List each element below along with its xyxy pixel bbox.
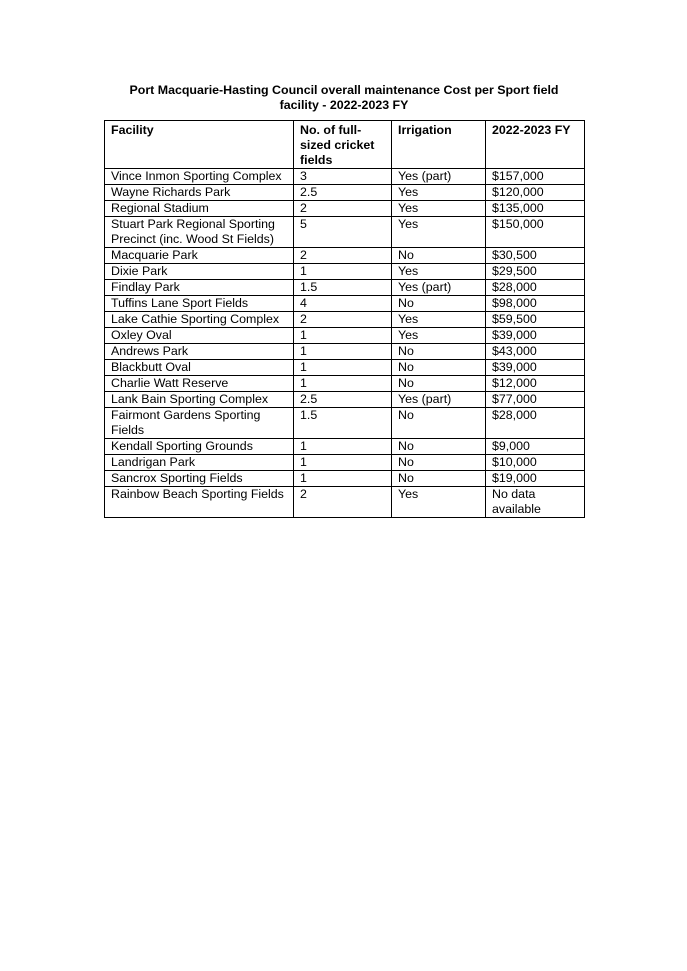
cricket-fields-cell: 4 <box>294 296 392 312</box>
cost-cell: $157,000 <box>486 169 585 185</box>
cost-cell: No data available <box>486 487 585 518</box>
document-title-line-1: Port Macquarie-Hasting Council overall maintenance Cost per Sport field <box>129 83 559 97</box>
facility-cell: Charlie Watt Reserve <box>105 376 294 392</box>
cricket-fields-cell: 2 <box>294 312 392 328</box>
facility-cell: Lank Bain Sporting Complex <box>105 392 294 408</box>
cricket-fields-cell: 5 <box>294 217 392 248</box>
cost-cell: $135,000 <box>486 201 585 217</box>
header-irrigation: Irrigation <box>392 121 486 169</box>
cost-cell: $120,000 <box>486 185 585 201</box>
table-row <box>105 439 585 455</box>
cricket-fields-cell: 1 <box>294 328 392 344</box>
irrigation-cell: No <box>392 296 486 312</box>
table-header-row <box>105 121 585 169</box>
cost-cell: $77,000 <box>486 392 585 408</box>
facility-cell: Findlay Park <box>105 280 294 296</box>
cricket-fields-cell: 1 <box>294 471 392 487</box>
irrigation-cell: Yes <box>392 217 486 248</box>
irrigation-cell: Yes (part) <box>392 280 486 296</box>
table-row <box>105 201 585 217</box>
table-row <box>105 296 585 312</box>
irrigation-cell: No <box>392 471 486 487</box>
maintenance-cost-table <box>104 120 585 518</box>
irrigation-cell: Yes <box>392 264 486 280</box>
facility-cell: Regional Stadium <box>105 201 294 217</box>
table-row <box>105 455 585 471</box>
table-row <box>105 376 585 392</box>
irrigation-cell: Yes (part) <box>392 169 486 185</box>
facility-cell: Lake Cathie Sporting Complex <box>105 312 294 328</box>
facility-cell: Landrigan Park <box>105 455 294 471</box>
header-cricket-fields: No. of full-sized cricket fields <box>294 121 392 169</box>
table-row <box>105 392 585 408</box>
facility-cell: Andrews Park <box>105 344 294 360</box>
table-row <box>105 312 585 328</box>
facility-cell: Macquarie Park <box>105 248 294 264</box>
table-row <box>105 408 585 439</box>
cost-cell: $12,000 <box>486 376 585 392</box>
cricket-fields-cell: 1.5 <box>294 280 392 296</box>
facility-cell: Sancrox Sporting Fields <box>105 471 294 487</box>
cost-cell: $28,000 <box>486 280 585 296</box>
table-row <box>105 360 585 376</box>
cost-cell: $150,000 <box>486 217 585 248</box>
table-row <box>105 344 585 360</box>
facility-cell: Stuart Park Regional Sporting Precinct (inc. Wood St Fields) <box>105 217 294 248</box>
table-row <box>105 248 585 264</box>
facility-cell: Fairmont Gardens Sporting Fields <box>105 408 294 439</box>
cost-cell: $30,500 <box>486 248 585 264</box>
irrigation-cell: Yes <box>392 487 486 518</box>
table-row <box>105 264 585 280</box>
facility-cell: Wayne Richards Park <box>105 185 294 201</box>
facility-cell: Oxley Oval <box>105 328 294 344</box>
irrigation-cell: Yes <box>392 312 486 328</box>
cost-cell: $59,500 <box>486 312 585 328</box>
document-title <box>104 83 584 113</box>
table-row <box>105 217 585 248</box>
cost-cell: $9,000 <box>486 439 585 455</box>
cost-cell: $43,000 <box>486 344 585 360</box>
cost-cell: $39,000 <box>486 328 585 344</box>
cricket-fields-cell: 1 <box>294 439 392 455</box>
facility-cell: Tuffins Lane Sport Fields <box>105 296 294 312</box>
cricket-fields-cell: 1 <box>294 344 392 360</box>
irrigation-cell: No <box>392 408 486 439</box>
irrigation-cell: No <box>392 455 486 471</box>
facility-cell: Kendall Sporting Grounds <box>105 439 294 455</box>
irrigation-cell: No <box>392 248 486 264</box>
cricket-fields-cell: 1 <box>294 360 392 376</box>
cost-cell: $39,000 <box>486 360 585 376</box>
facility-cell: Dixie Park <box>105 264 294 280</box>
table-row <box>105 169 585 185</box>
table-body <box>105 169 585 518</box>
irrigation-cell: No <box>392 360 486 376</box>
facility-cell: Rainbow Beach Sporting Fields <box>105 487 294 518</box>
cricket-fields-cell: 1.5 <box>294 408 392 439</box>
irrigation-cell: Yes <box>392 328 486 344</box>
irrigation-cell: No <box>392 376 486 392</box>
cost-cell: $19,000 <box>486 471 585 487</box>
cost-cell: $29,500 <box>486 264 585 280</box>
cricket-fields-cell: 1 <box>294 376 392 392</box>
irrigation-cell: No <box>392 439 486 455</box>
cricket-fields-cell: 2.5 <box>294 185 392 201</box>
document-title-line-2: facility - 2022-2023 FY <box>279 98 409 112</box>
table-row <box>105 280 585 296</box>
cricket-fields-cell: 2 <box>294 487 392 518</box>
cost-cell: $10,000 <box>486 455 585 471</box>
irrigation-cell: Yes <box>392 185 486 201</box>
facility-cell: Blackbutt Oval <box>105 360 294 376</box>
header-cost: 2022-2023 FY <box>486 121 585 169</box>
cricket-fields-cell: 3 <box>294 169 392 185</box>
facility-cell: Vince Inmon Sporting Complex <box>105 169 294 185</box>
cricket-fields-cell: 2.5 <box>294 392 392 408</box>
table-row <box>105 487 585 518</box>
irrigation-cell: No <box>392 344 486 360</box>
cricket-fields-cell: 2 <box>294 201 392 217</box>
irrigation-cell: Yes <box>392 201 486 217</box>
cost-cell: $98,000 <box>486 296 585 312</box>
header-facility: Facility <box>105 121 294 169</box>
cricket-fields-cell: 1 <box>294 455 392 471</box>
irrigation-cell: Yes (part) <box>392 392 486 408</box>
cricket-fields-cell: 1 <box>294 264 392 280</box>
cricket-fields-cell: 2 <box>294 248 392 264</box>
table-row <box>105 328 585 344</box>
table-row <box>105 471 585 487</box>
table-row <box>105 185 585 201</box>
cost-cell: $28,000 <box>486 408 585 439</box>
